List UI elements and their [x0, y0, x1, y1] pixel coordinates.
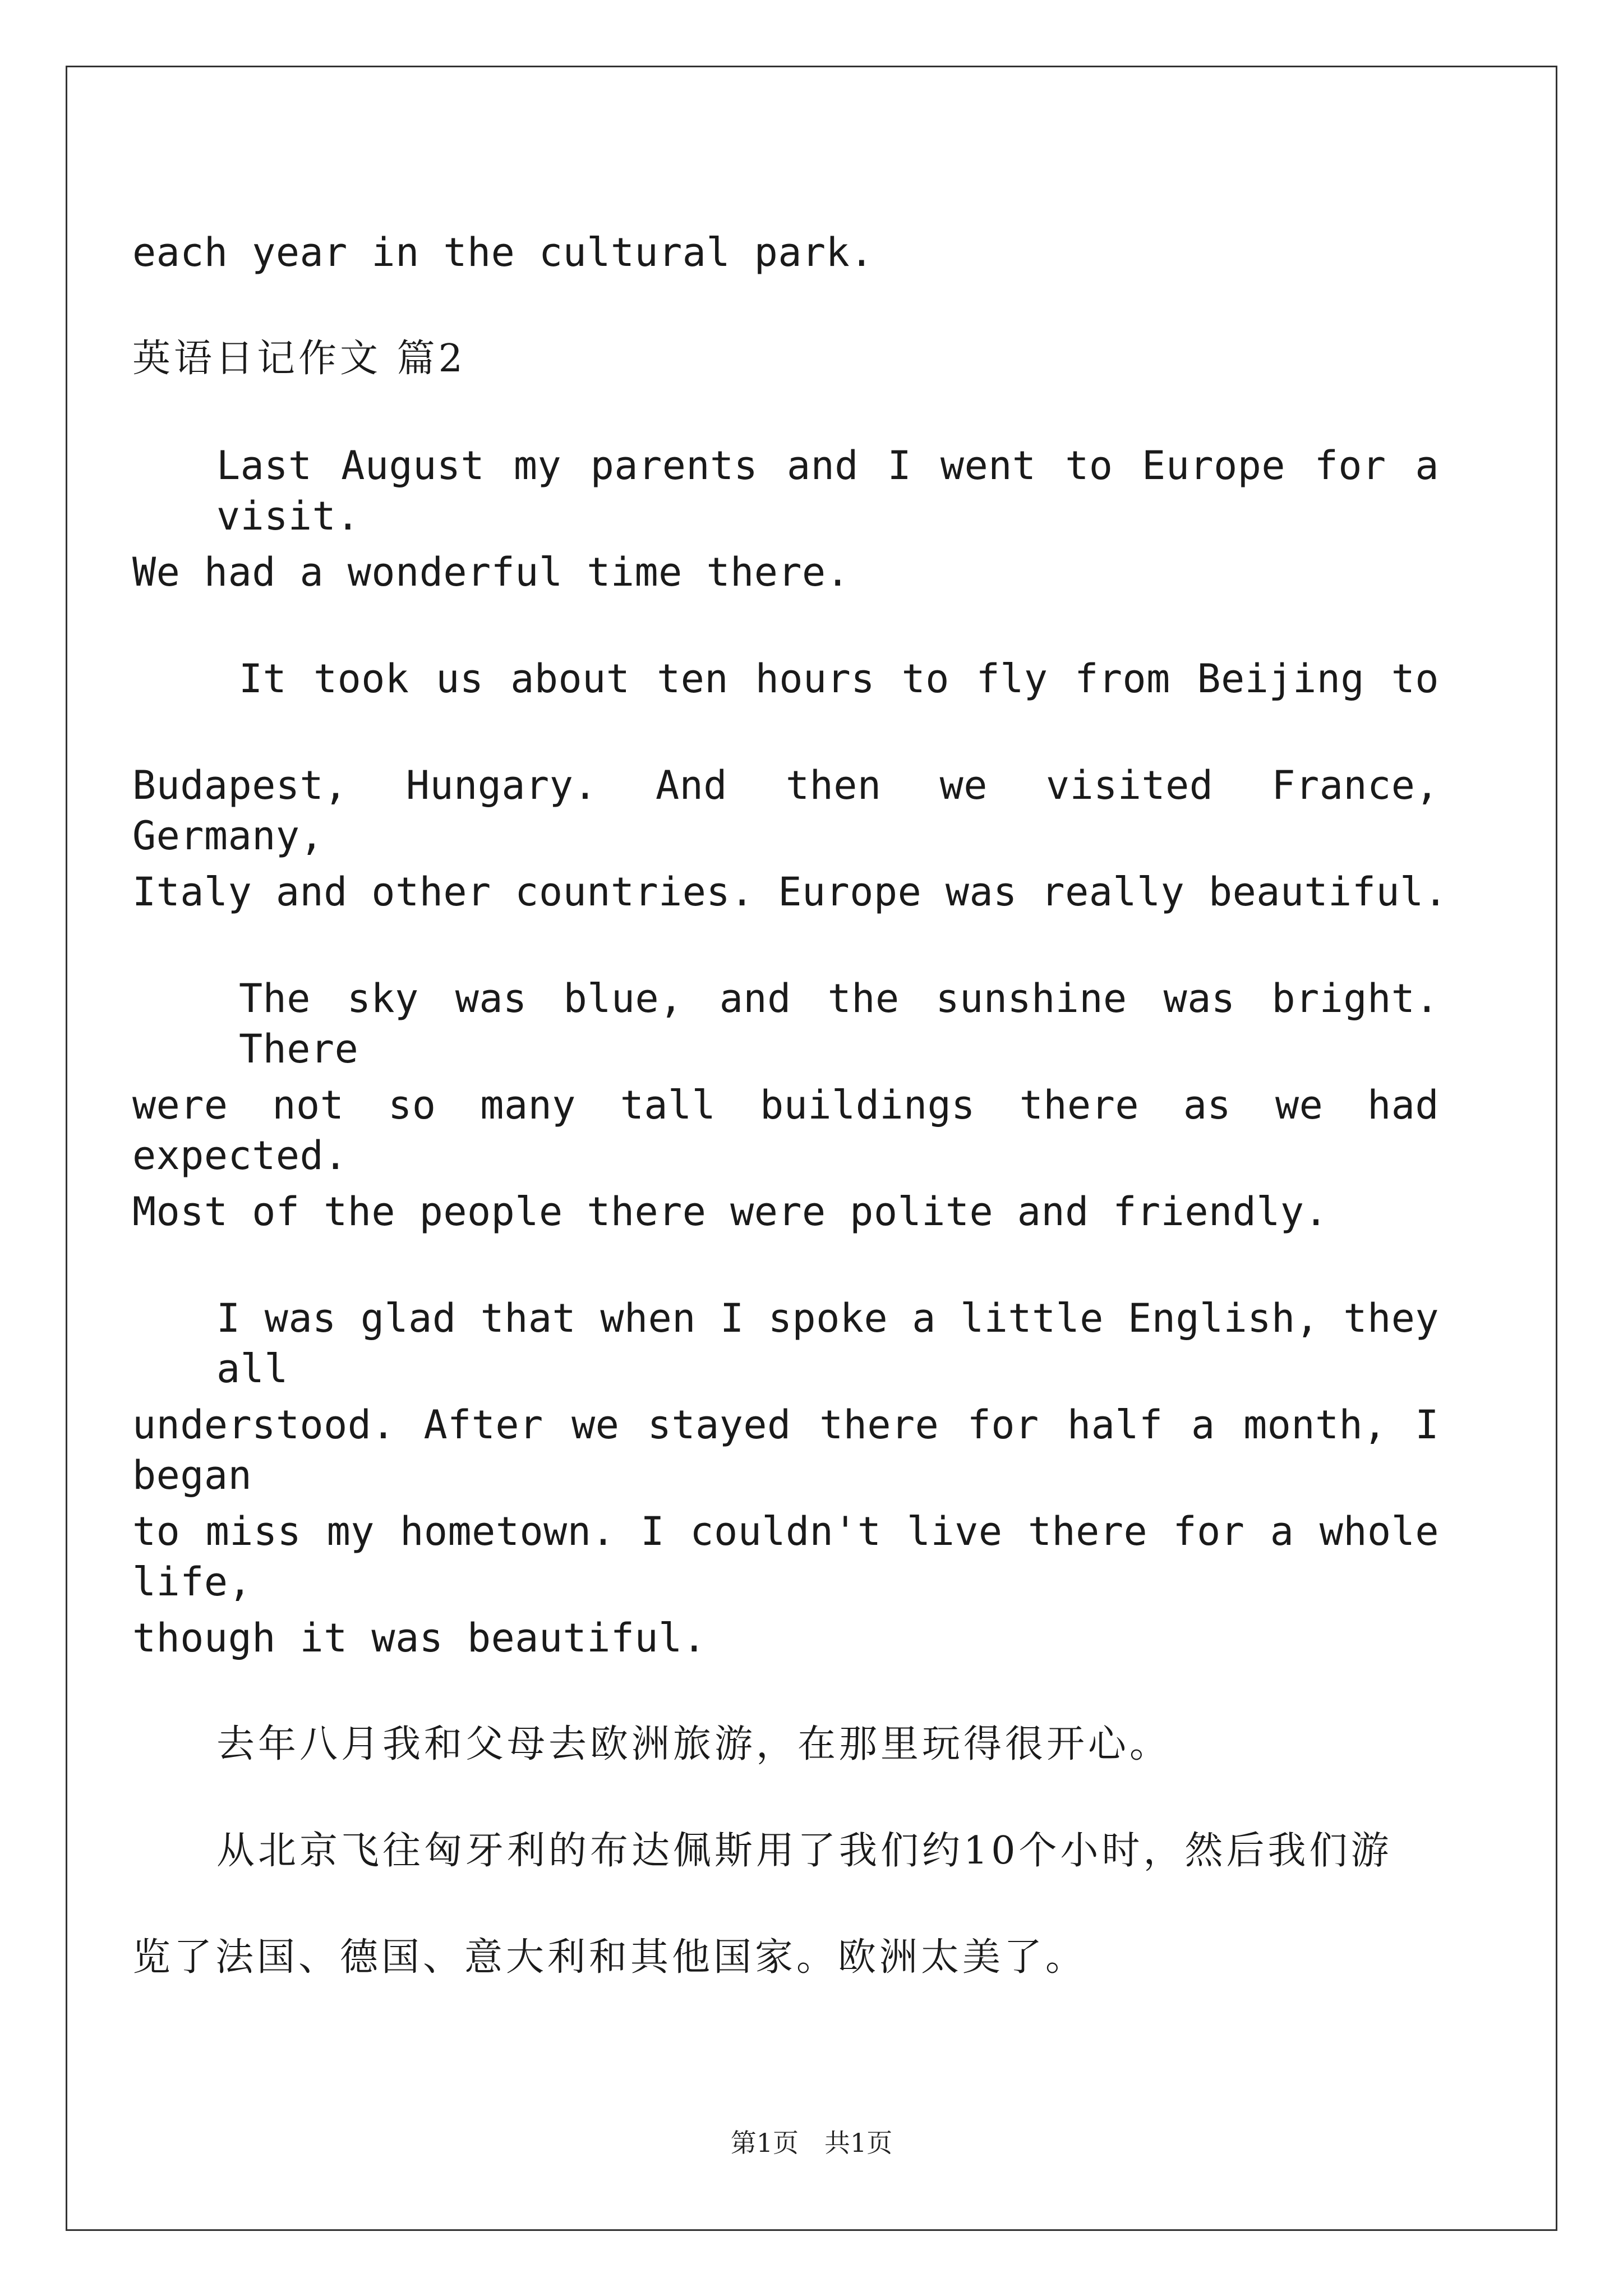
text-line: The sky was blue, and the sunshine was bright. There	[239, 976, 1439, 1072]
text-line: understood. After we stayed there for half a month, I began	[132, 1402, 1439, 1498]
page-number-footer: 第1页 共1页	[730, 2128, 893, 2158]
text-line: Budapest, Hungary. And then we visited France, Germany,	[132, 762, 1439, 859]
text-line: to miss my hometown. I couldn't live there for a whole life,	[132, 1508, 1439, 1605]
text-line: 从北京飞往匈牙利的布达佩斯用了我们约10个小时，然后我们游	[216, 1829, 1393, 1873]
text-line: 览了法国、德国、意大利和其他国家。欧洲太美了。	[132, 1935, 1087, 1980]
text-line: It took us about ten hours to fly from Beijing to	[239, 656, 1439, 702]
text-line: 去年八月我和父母去欧洲旅游，在那里玩得很开心。	[216, 1722, 1172, 1766]
text-line: Last August my parents and I went to Europe for a visit.	[216, 443, 1439, 539]
text-line: were not so many tall buildings there as we had expected.	[132, 1082, 1439, 1179]
text-line: We had a wonderful time there.	[132, 549, 850, 595]
text-line: each year in the cultural park.	[132, 229, 874, 275]
text-line: Italy and other countries. Europe was really beautiful.	[132, 869, 1448, 915]
text-line: Most of the people there were polite and friendly.	[132, 1189, 1329, 1235]
text-line: I was glad that when I spoke a little English, they all	[216, 1295, 1439, 1392]
text-line: though it was beautiful.	[132, 1615, 707, 1661]
section-heading: 英语日记作文 篇2	[132, 337, 466, 381]
